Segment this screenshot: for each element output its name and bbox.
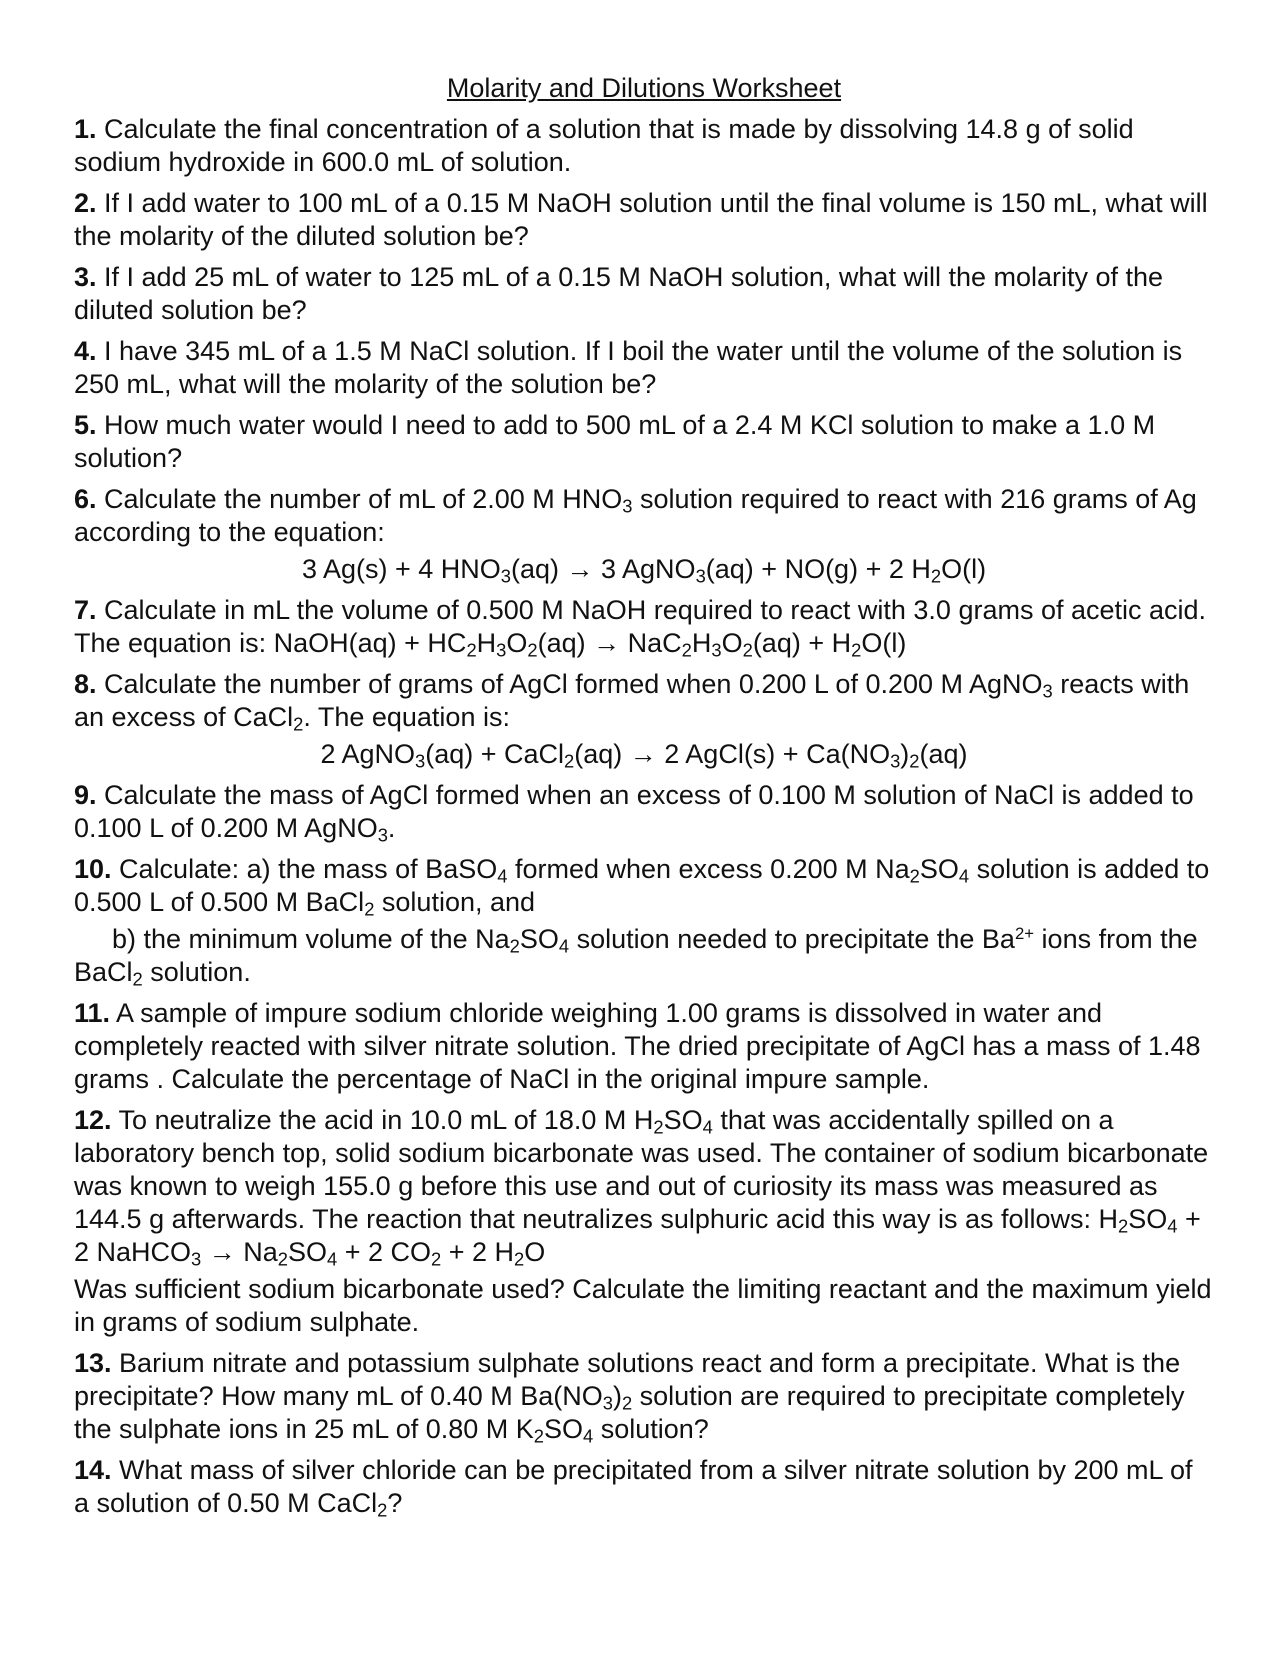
question-text: solution is added to 0.500 L of 0.500 M BaCl bbox=[74, 854, 1210, 917]
question-2 bbox=[74, 187, 1214, 253]
question-number: 11. bbox=[74, 998, 111, 1028]
subscript: 3 bbox=[622, 495, 633, 517]
subscript: 4 bbox=[497, 865, 508, 887]
subscript: 4 bbox=[702, 1116, 713, 1138]
question-text: What mass of silver chloride can be precipitated from a silver nitrate solution by 200 mL of a solution of 0.50 M CaCl bbox=[74, 1455, 1193, 1518]
subscript: 2 bbox=[909, 865, 920, 887]
question-text: that was accidentally spilled on a laboratory bench top, solid sodium bicarbonate was used. The container of sodium bicarbonate was known to weigh 155.0 g before this use and out of curiosity its mass was measured as 144.5 g afterwards. The reaction that neutralizes sulphuric acid this way is as follows: H bbox=[74, 1105, 1209, 1234]
subscript: 2 bbox=[564, 750, 575, 772]
question-number: 14. bbox=[74, 1455, 112, 1485]
question-text: To neutralize the acid in 10.0 mL of 18.0 M H bbox=[111, 1105, 654, 1135]
subscript: 2 bbox=[909, 750, 920, 772]
question-text: SO bbox=[544, 1414, 584, 1444]
question-text: O bbox=[524, 1237, 546, 1267]
question-6 bbox=[74, 483, 1214, 549]
worksheet-page bbox=[74, 72, 1214, 1528]
subscript: 3 bbox=[1042, 680, 1053, 702]
worksheet-title: Molarity and Dilutions Worksheet bbox=[446, 73, 842, 103]
subscript: 2 bbox=[533, 1425, 544, 1447]
subscript: 3 bbox=[500, 565, 511, 587]
question-number: 12. bbox=[74, 1105, 112, 1135]
subscript: 4 bbox=[1167, 1215, 1178, 1237]
equation-text: (aq) + CaCl bbox=[425, 739, 565, 769]
question-text: solution required to react with 216 grams of Ag according to the equation: bbox=[74, 484, 1197, 547]
subscript: 3 bbox=[191, 1248, 202, 1270]
question-text: If I add water to 100 mL of a 0.15 M NaOH solution until the final volume is 150 mL, what will the molarity of the diluted solution be? bbox=[74, 188, 1208, 251]
question-5 bbox=[74, 409, 1214, 475]
question-number: 2. bbox=[74, 188, 97, 218]
question-text: Calculate the number of mL of 2.00 M HNO bbox=[96, 484, 623, 514]
subscript: 2 bbox=[364, 898, 375, 920]
equation-8: 2 AgNO$_3$(aq) + CaCl$_2$(aq) → 2 AgCl(s) + $Ca(NO_3)_2(aq)$ bbox=[320, 739, 968, 772]
subscript: 2 bbox=[466, 639, 477, 661]
question-text: + 2 NaHCO bbox=[74, 1204, 1201, 1267]
subscript: 2 bbox=[509, 935, 520, 957]
question-number: 6. bbox=[74, 484, 97, 514]
subscript: 2 bbox=[514, 1248, 525, 1270]
subscript: 3 bbox=[695, 565, 706, 587]
question-text: A sample of impure sodium chloride weighing 1.00 grams is dissolved in water and completely reacted with silver nitrate solution. The dried precipitate of AgCl has a mass of 1.48 grams . Calculate the percentage of NaCl in the original impure sample. bbox=[74, 998, 1201, 1094]
question-13: 13. Barium nitrate and potassium sulphate solutions react and form a precipitate. What is the precipitate? How many mL of 0.40 M $Ba(NO_3)_2$ solution are required to precipitate completely the sulphate ions in 25 mL of 0.80 M $K_2SO_4$ solution? bbox=[74, 1348, 1185, 1447]
subscript: 3 bbox=[602, 1392, 613, 1414]
question-11 bbox=[74, 997, 1214, 1096]
question-text: solution are required to precipitate completely the sulphate ions in 25 mL of 0.80 M K bbox=[74, 1381, 1185, 1444]
question-text: b) the minimum volume of the Na bbox=[112, 924, 510, 954]
question-number: 3. bbox=[74, 262, 97, 292]
question-text: Calculate in mL the volume of 0.500 M NaOH required to react with 3.0 grams of acetic acid. The equation is: NaOH(aq) + HC bbox=[74, 595, 1207, 658]
question-text: ions from the BaCl bbox=[74, 924, 1198, 987]
subscript: 2 bbox=[1118, 1215, 1129, 1237]
question-text: Calculate the number of grams of AgCl formed when 0.200 L of 0.200 M AgNO bbox=[96, 669, 1043, 699]
question-text: SO bbox=[1128, 1204, 1168, 1234]
question-text: ? bbox=[387, 1488, 403, 1518]
question-14 bbox=[74, 1454, 1214, 1520]
subscript: 2 bbox=[277, 1248, 288, 1270]
subscript: 3 bbox=[496, 639, 507, 661]
subscript: 4 bbox=[558, 935, 570, 957]
subscript: 2 bbox=[431, 1248, 442, 1270]
question-number: 4. bbox=[74, 336, 97, 366]
question-text: Calculate the final concentration of a solution that is made by dissolving 14.8 g of solid sodium hydroxide in 600.0 mL of solution. bbox=[74, 114, 1134, 177]
subscript: 2 bbox=[293, 713, 304, 735]
question-text: Barium nitrate and potassium sulphate solutions react and form a precipitate. What is the precipitate? How many mL of 0.40 M Ba(NO bbox=[74, 1348, 1181, 1411]
question-text: solution? bbox=[593, 1414, 709, 1444]
question-text: SO bbox=[919, 854, 959, 884]
subscript: 2 bbox=[377, 1499, 388, 1521]
equation-text: (aq) → 3 AgNO bbox=[510, 554, 696, 584]
subscript: 2 bbox=[653, 1116, 664, 1138]
equation-text: (aq) + NO(g) + 2 H bbox=[705, 554, 931, 584]
equation-text: 3 Ag(s) + 4 HNO bbox=[301, 554, 501, 584]
subscript: 3 bbox=[711, 639, 722, 661]
question-text: Calculate the mass of AgCl formed when an excess of 0.100 M solution of NaCl is added to 0.100 L of 0.200 M AgNO bbox=[74, 780, 1194, 843]
equation-text: (aq) → 2 AgCl(s) + Ca(NO bbox=[574, 739, 891, 769]
question-text: formed when excess 0.200 M Na bbox=[507, 854, 910, 884]
question-text: + 2 CO bbox=[337, 1237, 432, 1267]
question-10b bbox=[74, 923, 1214, 989]
question-1 bbox=[74, 113, 1214, 179]
subscript: 2 bbox=[851, 639, 862, 661]
question-10 bbox=[74, 853, 1214, 919]
question-4 bbox=[74, 335, 1214, 401]
question-number: 13. bbox=[74, 1348, 112, 1378]
subscript: 4 bbox=[583, 1425, 594, 1447]
equation-text: (aq) bbox=[919, 739, 968, 769]
question-text: SO bbox=[288, 1237, 328, 1267]
question-text: (aq) → NaC bbox=[537, 628, 682, 658]
superscript: 2+ bbox=[1014, 923, 1035, 943]
question-number: 10. bbox=[74, 854, 112, 884]
question-text: SO bbox=[519, 924, 559, 954]
equation-text: O(l) bbox=[941, 554, 987, 584]
question-text: . bbox=[387, 813, 396, 843]
question-text: . The equation is: bbox=[303, 702, 510, 732]
question-7: 7. Calculate in mL the volume of 0.500 M NaOH required to react with 3.0 grams of acetic acid. The equation is: NaOH(aq) + $HC_2H_3O_2(aq) \to NaC_2H_3O_2(aq) + H_2O(l)$ bbox=[74, 595, 1207, 661]
subscript: 3 bbox=[890, 750, 901, 772]
question-12b bbox=[74, 1273, 1214, 1339]
question-9 bbox=[74, 779, 1214, 845]
question-text: O(l) bbox=[861, 628, 907, 658]
question-number: 5. bbox=[74, 410, 97, 440]
subscript: 2 bbox=[742, 639, 753, 661]
subscript: 2 bbox=[930, 565, 942, 587]
question-text: How much water would I need to add to 500 mL of a 2.4 M KCl solution to make a 1.0 M solution? bbox=[74, 410, 1156, 473]
question-text: If I add 25 mL of water to 125 mL of a 0.15 M NaOH solution, what will the molarity of the diluted solution be? bbox=[74, 262, 1164, 325]
subscript: 3 bbox=[415, 750, 426, 772]
question-3 bbox=[74, 261, 1214, 327]
question-text: + 2 H bbox=[441, 1237, 515, 1267]
subscript: 2 bbox=[681, 639, 692, 661]
equation-6 bbox=[74, 553, 1214, 586]
question-text: (aq) + H bbox=[752, 628, 852, 658]
question-number: 9. bbox=[74, 780, 97, 810]
question-number: 1. bbox=[74, 114, 97, 144]
question-text: solution, and bbox=[374, 887, 536, 917]
subscript: 4 bbox=[958, 865, 970, 887]
equation-text: 2 AgNO bbox=[320, 739, 416, 769]
question-number: 8. bbox=[74, 669, 97, 699]
question-12 bbox=[74, 1104, 1214, 1269]
subscript: 3 bbox=[377, 824, 388, 846]
subscript: 2 bbox=[621, 1392, 633, 1414]
question-text: solution needed to precipitate the Ba bbox=[569, 924, 1015, 954]
subscript: 2 bbox=[132, 968, 143, 990]
question-8 bbox=[74, 668, 1214, 734]
question-number: 7. bbox=[74, 595, 97, 625]
question-text: Was sufficient sodium bicarbonate used? Calculate the limiting reactant and the maximum yield in grams of sodium sulphate. bbox=[74, 1274, 1212, 1337]
subscript: 2 bbox=[527, 639, 538, 661]
question-text: I have 345 mL of a 1.5 M NaCl solution. If I boil the water until the volume of the solution is 250 mL, what will the molarity of the solution be? bbox=[74, 336, 1183, 399]
subscript: 4 bbox=[327, 1248, 338, 1270]
question-text: SO bbox=[663, 1105, 703, 1135]
question-text: Calculate: a) the mass of BaSO bbox=[111, 854, 498, 884]
question-text: → Na bbox=[201, 1237, 278, 1267]
question-text: solution. bbox=[142, 957, 251, 987]
question-text: reacts with an excess of CaCl bbox=[74, 669, 1190, 732]
